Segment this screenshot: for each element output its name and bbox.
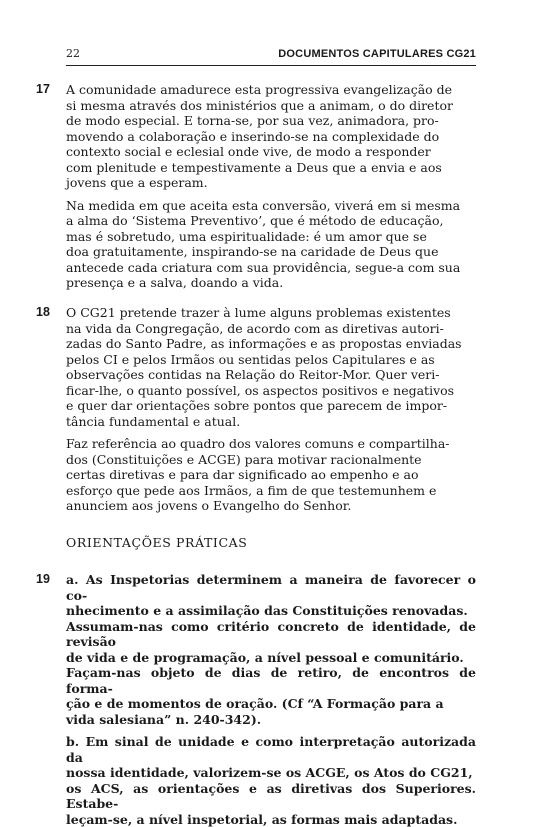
section-number: 17 (36, 82, 50, 96)
header-rule (66, 65, 476, 66)
practical-orientations-heading: ORIENTAÇÕES PRÁTICAS (66, 535, 248, 550)
paragraph: O CG21 pretende trazer à lume alguns problemas existentes na vida da Congregação, de acordo com as diretivas autori- zadas do Santo Padre, as informações e as propostas enviadas pelos CI e pelos Irmãos ou sentidas pelos Capitulares e as observações contidas na Relação do Reitor-Mor. Quer veri- ficar-lhe, o quanto possível, os aspectos positivos e negativos e quer dar orientações sobre pontos que parecem de impor- tância fundamental e atual. (66, 305, 462, 429)
page-number: 22 (66, 47, 80, 60)
paragraph: A comunidade amadurece esta progressiva evangelização de si mesma através dos ministérios que a animam, o do diretor de modo especial. E torna-se, por sua vez, animadora, pro- movendo a colaboração e inserindo-se na complexidade do contexto social e eclesial onde vive, de modo a responder com plenitude e tempestivamente a Deus que a envia e aos jovens que a esperam. (66, 82, 453, 190)
running-title: DOCUMENTOS CAPITULARES CG21 (278, 48, 476, 60)
section-18 (36, 305, 476, 514)
running-header (66, 47, 476, 61)
section-number: 19 (36, 572, 50, 586)
paragraph: b. Em sinal de unidade e como interpretação autorizada da nossa identidade, valorizem-se os ACGE, os Atos do CG21, os ACS, as orientações e as diretivas dos Superiores. Estabe- leçam-se, a nível inspetorial, as formas mais adaptadas. (66, 734, 476, 827)
section-number: 18 (36, 305, 50, 319)
section-19 (36, 572, 476, 827)
paragraph: Faz referência ao quadro dos valores comuns e compartilha- dos (Constituições e ACGE) para motivar racionalmente certas diretivas e para dar significado ao empenho e ao esforço que pede aos Irmãos, a fim de que testemunhem e anunciem aos jovens o Evangelho do Senhor. (66, 436, 450, 513)
section-17 (36, 82, 476, 291)
paragraph: Na medida em que aceita esta conversão, viverá em si mesma a alma do ‘Sistema Preventivo’, que é método de educação, mas é sobretudo, uma espiritualidade: é um amor que se doa gratuitamente, inspirando-se na caridade de Deus que antecede cada criatura com sua providência, segue-a com sua presença e a salva, doando a vida. (66, 197, 461, 290)
paragraph: a. As Inspetorias determinem a maneira de favorecer o co- nhecimento e a assimilação das Constituições renovadas. Assumam-nas como critério concreto de identidade, de revisão de vida e de programação, a nível pessoal e comunitário. Façam-nas objeto de dias de retiro, de encontros de forma- ção e de momentos de oração. (Cf “A Formação para a vida salesiana” n. 240-342). (66, 572, 476, 727)
